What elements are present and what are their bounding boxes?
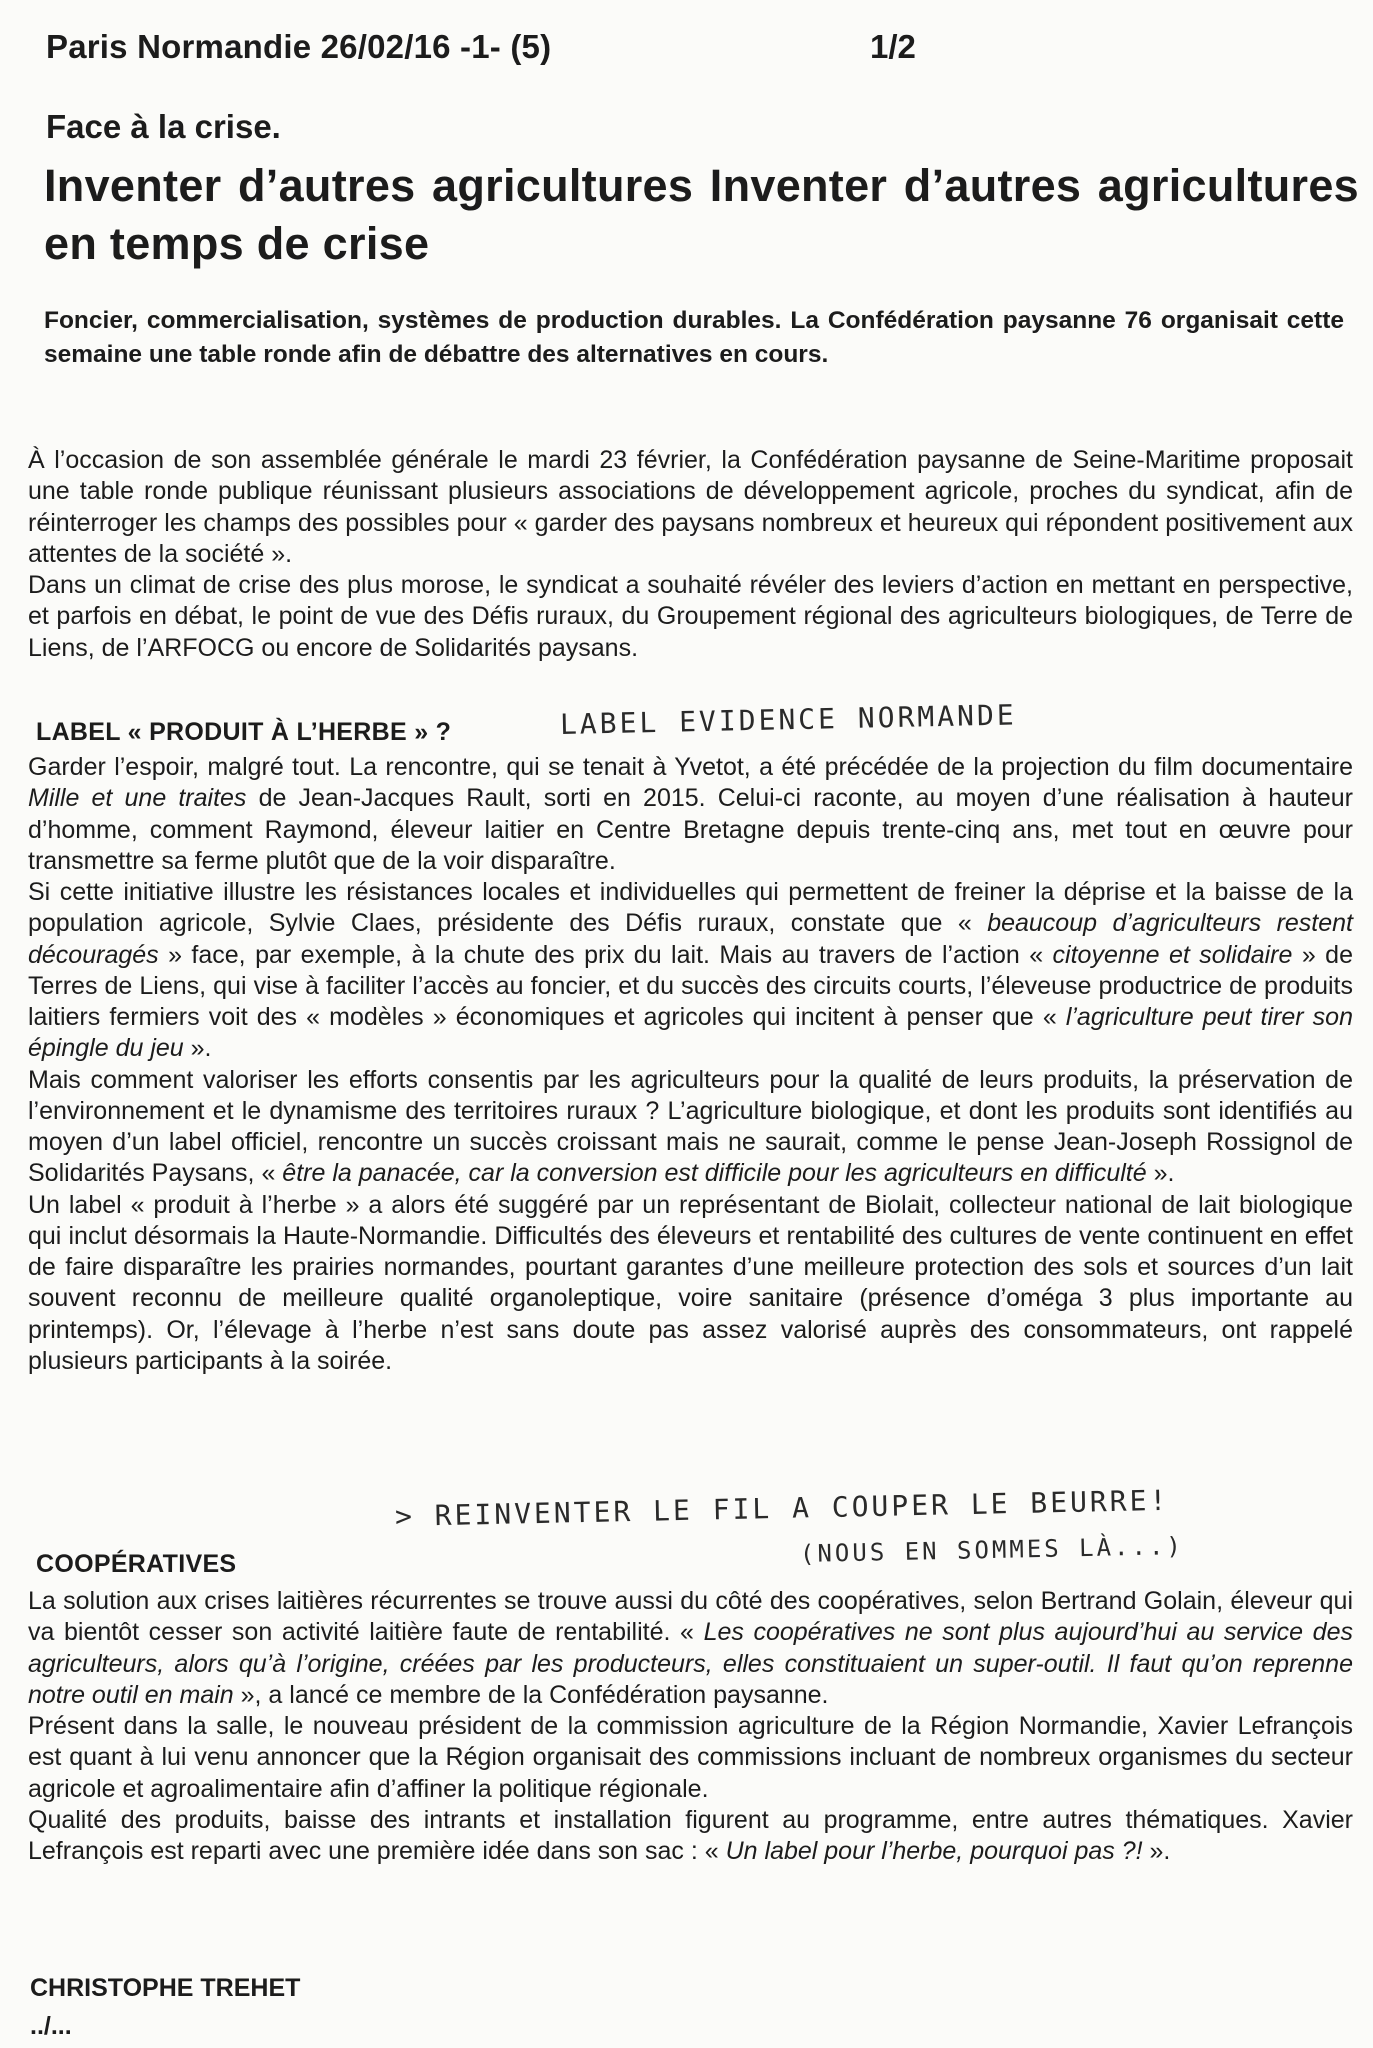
- article-intro: [28, 445, 1353, 664]
- quote: Les coopératives ne sont plus aujourd’hui au service des agriculteurs, alors qu’à l’origine, créées par les producteurs, elles constituaient un super-outil. Il faut qu’on reprenne notre outil en main: [28, 1618, 1353, 1709]
- text-run: Garder l’espoir, malgré tout. La rencontre, qui se tenait à Yvetot, a été précédée de la projection du film documentaire: [28, 753, 1353, 781]
- section1-paragraph-1: [28, 752, 1353, 877]
- text-run: Qualité des produits, baisse des intrants et installation figurent au programme, entre autres thématiques. Xavier Lefrançois est reparti avec une première idée dans son sac : «: [28, 1805, 1353, 1865]
- page-indicator: 1/2: [870, 28, 916, 65]
- article-kicker: Face à la crise.: [46, 108, 281, 145]
- continuation-marker: ../...: [30, 2012, 72, 2040]
- handwritten-note-aside: (NOUS EN SOMMES LÀ...): [799, 1531, 1185, 1568]
- text-run: Mais comment valoriser les efforts consentis par les agriculteurs pour la qualité de leurs produits, la préservation de l’environnement et le dynamisme des territoires ruraux ? L’agriculture biologique, et dont les produits sont identifiés au moyen d’un label officiel, rencontre un succès croissant mais ne saurait, comme le pense Jean-Joseph Rossignol de Solidarités Paysans, «: [28, 1065, 1353, 1188]
- article-lede: Foncier, commercialisation, systèmes de production durables. La Confédération paysanne 76 organisait cette semaine une table ronde afin de débattre des alternatives en cours.: [44, 307, 1344, 368]
- handwritten-note-reinventer: > REINVENTER LE FIL A COUPER LE BEURRE!: [394, 1483, 1170, 1533]
- text-run: La solution aux crises laitières récurrentes se trouve aussi du côté des coopératives, selon Bertrand Golain, éleveur qui va bientôt cesser son activité laitière faute de rentabilité. «: [28, 1587, 1353, 1647]
- film-title: Mille et une traites: [28, 784, 247, 813]
- text-run: de Jean-Jacques Rault, sorti en 2015. Celui-ci raconte, au moyen d’une réalisation à hauteur d’homme, comment Raymond, éleveur laitier en Centre Bretagne depuis trente-cinq ans, met tout en œuvre pour transmettre sa ferme plutôt que de la voir disparaître.: [28, 784, 1353, 875]
- text-run: » de Terres de Liens, qui vise à faciliter l’accès au foncier, et du succès des circuits courts, l’éleveuse productrice de produits laitiers fermiers voit des « modèles » économiques et agricoles qui incitent à penser que «: [28, 940, 1353, 1031]
- article-headline: Inventer d’autres agricultures Inventer d’autres agricultures en temps de crise: [44, 160, 1359, 269]
- section2-paragraph-3: [28, 1805, 1353, 1868]
- article-byline: CHRISTOPHE TREHET: [30, 1974, 301, 2002]
- text-run: ».: [183, 1034, 212, 1063]
- intro-paragraph-2: Dans un climat de crise des plus morose, le syndicat a souhaité révéler des leviers d’action en mettant en perspective, et parfois en débat, le point de vue des Défis ruraux, du Groupement régional des agriculteurs biologiques, de Terre de Liens, de l’ARFOCG ou encore de Solidarités paysans.: [28, 571, 1353, 662]
- section-cooperatives-body: [28, 1586, 1353, 1867]
- section-label-body: [28, 752, 1353, 1377]
- section1-paragraph-2: [28, 877, 1353, 1065]
- section1-paragraph-3: [28, 1065, 1353, 1190]
- section2-paragraph-2: Présent dans la salle, le nouveau président de la commission agriculture de la Région Normandie, Xavier Lefrançois est quant à lui venu annoncer que la Région organisait des commissions incluant de nombreux organismes du secteur agricole et agroalimentaire afin d’affiner la politique régionale.: [28, 1712, 1353, 1803]
- quote: citoyenne et solidaire: [1052, 940, 1293, 969]
- quote: Un label pour l’herbe, pourquoi pas ?!: [725, 1837, 1143, 1865]
- section2-paragraph-1: [28, 1586, 1353, 1711]
- quote: l’agriculture peut tirer son épingle du jeu: [28, 1003, 1353, 1063]
- text-run: » face, par exemple, à la chute des prix du lait. Mais au travers de l’action «: [158, 940, 1053, 969]
- handwritten-note-label: LABEL EVIDENCE NORMANDE: [559, 698, 1017, 741]
- source-line: Paris Normandie 26/02/16 -1- (5): [46, 28, 552, 65]
- intro-paragraph-1: À l’occasion de son assemblée générale le mardi 23 février, la Confédération paysanne de Seine-Maritime proposait une table ronde publique réunissant plusieurs associations de développement agricole, proches du syndicat, afin de réinterroger les champs des possibles pour « garder des paysans nombreux et heureux qui répondent positivement aux attentes de la société ».: [28, 446, 1353, 568]
- text-run: ».: [1146, 1159, 1175, 1188]
- section-heading-cooperatives: COOPÉRATIVES: [36, 1550, 237, 1578]
- section1-paragraph-4: Un label « produit à l’herbe » a alors été suggéré par un représentant de Biolait, collecteur national de lait biologique qui inclut désormais la Haute-Normandie. Difficultés des éleveurs et rentabilité des cultures de vente continuent en effet de faire disparaître les prairies normandes, pourtant garantes d’une meilleure protection des sols et sources d’un lait souvent reconnu de meilleure qualité organoleptique, voire sanitaire (présence d’oméga 3 plus importante au printemps). Or, l’élevage à l’herbe n’est sans doute pas assez valorisé auprès des consommateurs, ont rappelé plusieurs participants à la soirée.: [28, 1190, 1353, 1375]
- quote: beaucoup d’agriculteurs restent découragés: [28, 909, 1353, 969]
- text-run: Si cette initiative illustre les résistances locales et individuelles qui permettent de freiner la déprise et la baisse de la population agricole, Sylvie Claes, présidente des Défis ruraux, constate que «: [28, 878, 1353, 938]
- section-heading-label: LABEL « PRODUIT À L’HERBE » ?: [36, 718, 452, 746]
- text-run: ».: [1142, 1837, 1171, 1865]
- quote: être la panacée, car la conversion est difficile pour les agriculteurs en difficulté: [282, 1159, 1147, 1188]
- text-run: », a lancé ce membre de la Confédération paysanne.: [233, 1680, 829, 1709]
